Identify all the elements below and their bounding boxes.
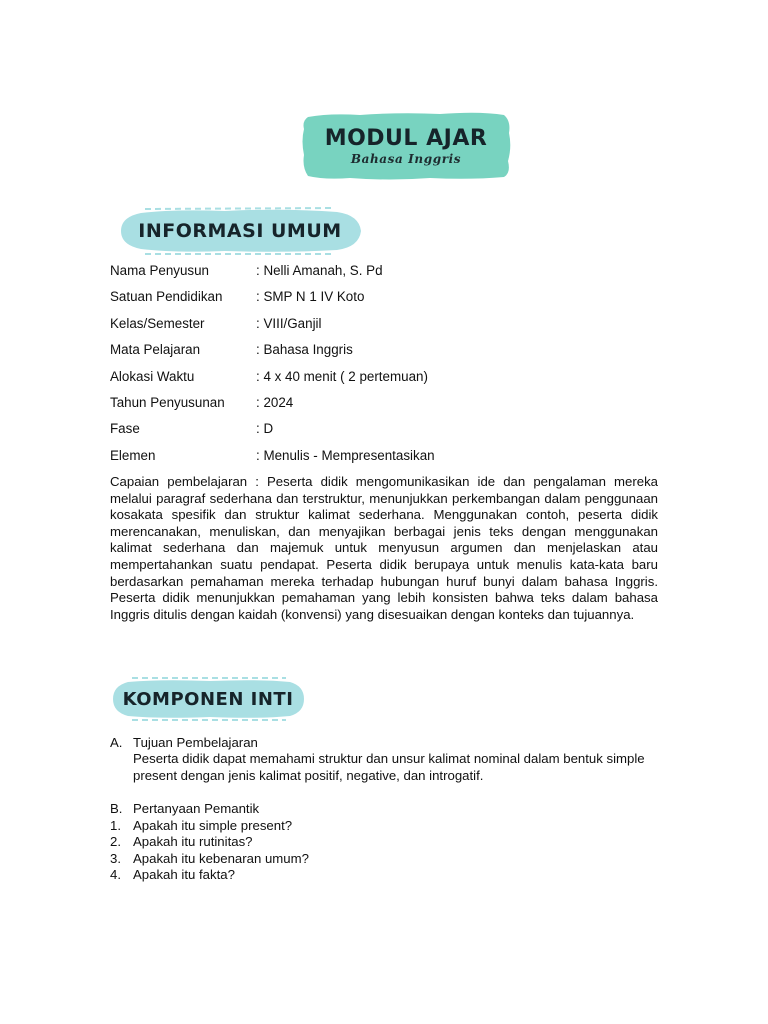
list-number: 4.	[110, 867, 121, 883]
list-label: A.	[110, 735, 123, 750]
info-value: : VIII/Ganjil	[256, 316, 322, 331]
capaian-pembelajaran-paragraph: Capaian pembelajaran : Peserta didik mengomunikasikan ide dan pengalaman mereka melalui paragraf sederhana dan terstruktur, menunjukkan perkembangan dalam penggunaan kosakata spesifik dan struktur kalimat sederhana. Menggunakan contoh, peserta didik merencanakan, menuliskan, dan menyajikan berbagai jenis teks dengan menggunakan kalimat sederhana dan majemuk untuk menyusun argumen dan menjelaskan atau mempertahankan suatu pendapat. Peserta didik berupaya untuk menulis kata-kata baru berdasarkan pemahaman mereka terhadap hubungan huruf bunyi dalam bahasa Inggris. Peserta didik menunjukkan pemahaman yang lebih konsisten bahwa teks dalam bahasa Inggris ditulis dengan kaidah (konvensi) yang disesuaikan dengan konteks dan tujuannya.	[110, 474, 658, 622]
question-text: Apakah itu fakta?	[133, 867, 235, 883]
question-text: Apakah itu simple present?	[133, 817, 293, 833]
list-label: B.	[110, 801, 123, 816]
info-value: : Menulis - Mempresentasikan	[256, 448, 435, 463]
informasi-umum-badge	[115, 205, 365, 257]
informasi-umum-heading: INFORMASI UMUM	[138, 220, 342, 242]
list-number: 1.	[110, 817, 121, 833]
document-subtitle: Bahasa Inggris	[350, 152, 462, 166]
info-value: : Bahasa Inggris	[256, 342, 353, 357]
info-key: Elemen	[110, 448, 156, 463]
info-value: : 2024	[256, 395, 294, 410]
komponen-inti-badge	[110, 676, 306, 722]
list-number: 2.	[110, 834, 121, 850]
tujuan-title: Tujuan Pembelajaran	[133, 735, 258, 750]
info-key: Fase	[110, 421, 140, 436]
title-badge	[300, 111, 512, 181]
info-key: Tahun Penyusunan	[110, 395, 225, 410]
komponen-inti-heading: KOMPONEN INTI	[122, 688, 294, 710]
question-text: Apakah itu rutinitas?	[133, 834, 253, 850]
tujuan-body: Peserta didik dapat memahami struktur dan unsur kalimat nominal dalam bentuk simple present dengan jenis kalimat positif, negative, dan introgatif.	[133, 751, 645, 783]
info-key: Satuan Pendidikan	[110, 289, 223, 304]
pertanyaan-title: Pertanyaan Pemantik	[133, 801, 260, 816]
info-value: : SMP N 1 IV Koto	[256, 289, 365, 304]
info-value: : Nelli Amanah, S. Pd	[256, 263, 383, 278]
info-key: Alokasi Waktu	[110, 369, 195, 384]
info-value: : D	[256, 421, 274, 436]
question-text: Apakah itu kebenaran umum?	[133, 850, 309, 866]
info-key: Nama Penyusun	[110, 263, 209, 278]
document-title: MODUL AJAR	[324, 126, 488, 151]
info-value: : 4 x 40 menit ( 2 pertemuan)	[256, 369, 428, 384]
info-key: Kelas/Semester	[110, 316, 205, 331]
list-number: 3.	[110, 850, 121, 866]
info-key: Mata Pelajaran	[110, 342, 201, 357]
